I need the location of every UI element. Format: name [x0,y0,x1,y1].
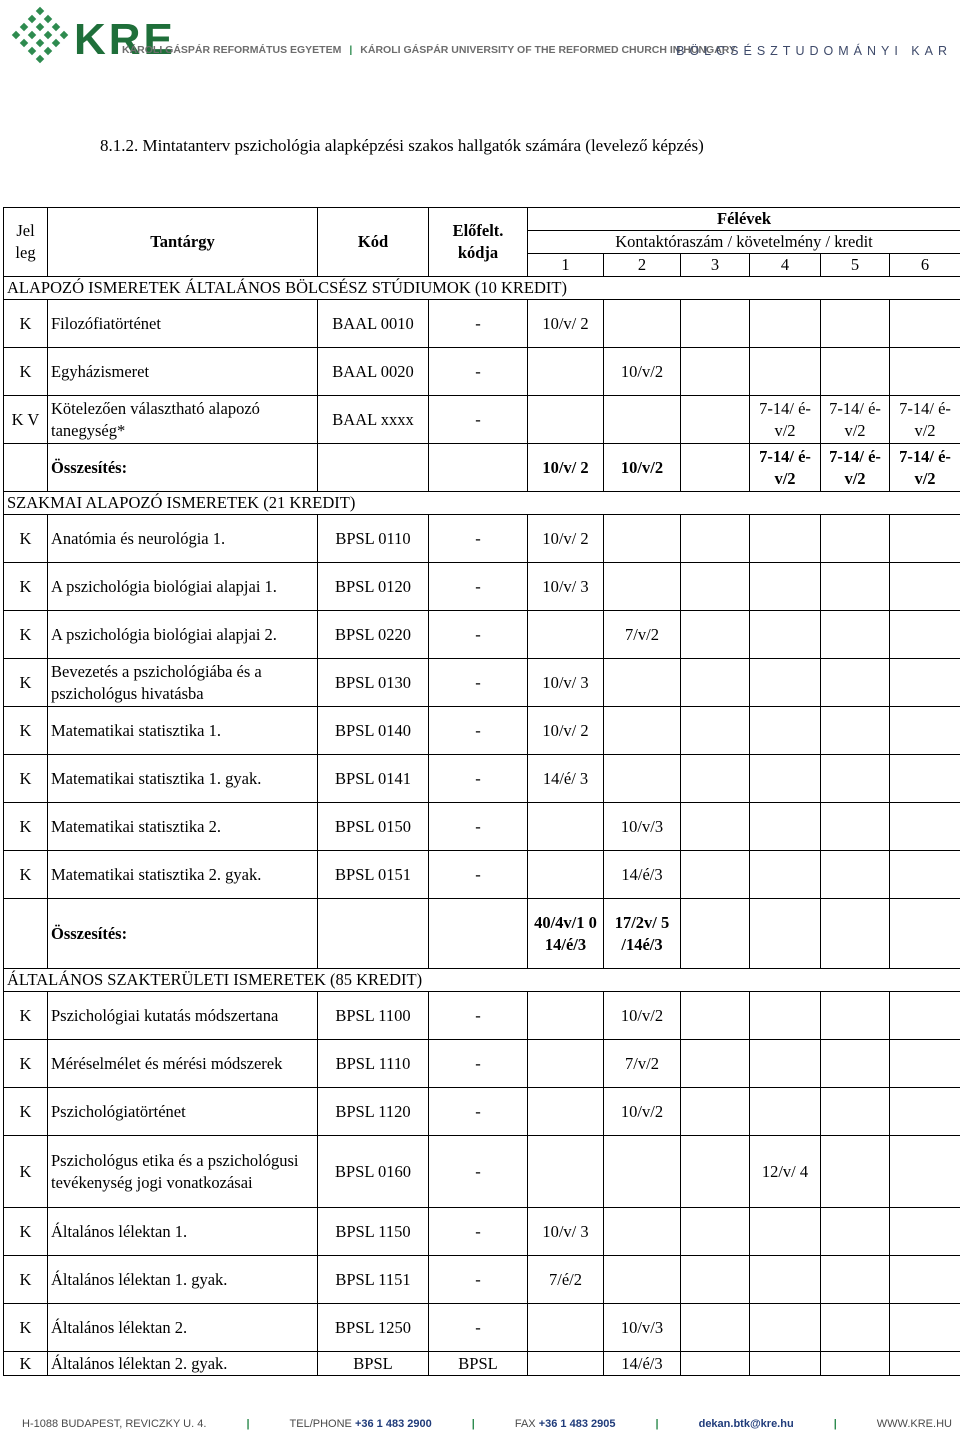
cell-kod: BAAL 0020 [318,348,429,396]
cell-jelleg: K [4,755,48,803]
cell-jelleg: K [4,1040,48,1088]
cell-semester-3 [681,1136,750,1208]
course-row [4,803,960,851]
cell-semester-4 [750,1088,821,1136]
cell-kod: BPSL [318,1352,429,1376]
cell-semester-5 [821,992,890,1040]
header-kod: Kód [318,208,429,277]
cell-semester-2 [604,1256,681,1304]
cell-semester-4 [750,803,821,851]
cell-semester-6 [890,348,960,396]
cell-semester-4 [750,659,821,707]
cell-semester-4 [750,899,821,969]
cell-tantargy: A pszichológia biológiai alapjai 1. [48,563,318,611]
cell-elofeltetel: - [429,300,528,348]
cell-elofeltetel: BPSL [429,1352,528,1376]
cell-semester-3 [681,1352,750,1376]
cell-semester-4 [750,1040,821,1088]
section-title: ÁLTALÁNOS SZAKTERÜLETI ISMERETEK (85 KREDIT) [4,969,960,992]
course-row [4,1304,960,1352]
header-tantargy: Tantárgy [48,208,318,277]
cell-semester-6 [890,755,960,803]
cell-jelleg: K [4,1088,48,1136]
cell-semester-2: 10/v/3 [604,803,681,851]
cell-elofeltetel: - [429,1088,528,1136]
cell-jelleg: K [4,851,48,899]
cell-semester-2 [604,659,681,707]
cell-semester-5 [821,1256,890,1304]
cell-semester-1 [528,1136,604,1208]
cell-elofeltetel: - [429,563,528,611]
header-semester-4: 4 [750,254,821,277]
cell-semester-4 [750,755,821,803]
cell-semester-4 [750,348,821,396]
cell-semester-3 [681,611,750,659]
cell-semester-6 [890,1088,960,1136]
cell-semester-3 [681,707,750,755]
course-row [4,851,960,899]
cell-semester-3 [681,659,750,707]
cell-kod: BAAL xxxx [318,396,429,444]
cell-semester-2: 7/v/2 [604,1040,681,1088]
cell-semester-3 [681,755,750,803]
cell-semester-2: 10/v/2 [604,992,681,1040]
cell-semester-6 [890,1352,960,1376]
cell-semester-3 [681,899,750,969]
cell-tantargy: Kötelezően választható alapozó tanegység* [48,396,318,444]
cell-semester-5 [821,1352,890,1376]
cell-semester-2: 10/v/2 [604,1088,681,1136]
cell-semester-3 [681,348,750,396]
cell-tantargy: Matematikai statisztika 1. gyak. [48,755,318,803]
course-row [4,300,960,348]
section-row [4,492,960,515]
cell-semester-3 [681,1040,750,1088]
cell-semester-2: 10/v/3 [604,1304,681,1352]
cell-elofeltetel: - [429,1208,528,1256]
cell-semester-2: 10/v/2 [604,348,681,396]
cell-semester-2 [604,1208,681,1256]
cell-elofeltetel: - [429,851,528,899]
cell-elofeltetel [429,444,528,492]
cell-tantargy: Anatómia és neurológia 1. [48,515,318,563]
header-semester-3: 3 [681,254,750,277]
cell-semester-4 [750,1208,821,1256]
header-semester-5: 5 [821,254,890,277]
cell-jelleg [4,444,48,492]
cell-tantargy: Méréselmélet és mérési módszerek [48,1040,318,1088]
cell-tantargy: A pszichológia biológiai alapjai 2. [48,611,318,659]
cell-elofeltetel: - [429,396,528,444]
course-row [4,992,960,1040]
cell-kod: BPSL 1120 [318,1088,429,1136]
cell-semester-5 [821,755,890,803]
course-row [4,611,960,659]
cell-semester-3 [681,515,750,563]
cell-jelleg: K [4,1304,48,1352]
cell-tantargy: Összesítés: [48,899,318,969]
cell-jelleg: K [4,515,48,563]
course-row [4,563,960,611]
cell-semester-1: 10/v/ 2 [528,707,604,755]
cell-semester-5 [821,1088,890,1136]
cell-semester-2: 17/2v/ 5 /14é/3 [604,899,681,969]
cell-semester-2 [604,396,681,444]
course-row [4,707,960,755]
cell-elofeltetel: - [429,707,528,755]
cell-kod: BPSL 0150 [318,803,429,851]
cell-semester-2: 7/v/2 [604,611,681,659]
cell-semester-2: 14/é/3 [604,1352,681,1376]
cell-semester-1 [528,803,604,851]
cell-semester-1 [528,1304,604,1352]
cell-tantargy: Matematikai statisztika 2. gyak. [48,851,318,899]
cell-semester-4 [750,1256,821,1304]
cell-semester-6 [890,1136,960,1208]
cell-semester-6 [890,803,960,851]
cell-kod: BPSL 1110 [318,1040,429,1088]
cell-semester-5: 7-14/ é-v/2 [821,396,890,444]
cell-semester-5 [821,803,890,851]
cell-kod: BPSL 0140 [318,707,429,755]
cell-semester-2 [604,563,681,611]
cell-jelleg: K [4,1208,48,1256]
cell-semester-3 [681,396,750,444]
cell-semester-1 [528,851,604,899]
cell-jelleg [4,899,48,969]
cell-semester-6: 7-14/ é-v/2 [890,396,960,444]
cell-semester-6 [890,300,960,348]
cell-kod [318,444,429,492]
cell-tantargy: Egyházismeret [48,348,318,396]
header-semester-6: 6 [890,254,960,277]
footer-website[interactable]: WWW.KRE.HU [876,1418,952,1430]
section-row [4,969,960,992]
cell-tantargy: Bevezetés a pszichológiába és a pszichológus hivatásba [48,659,318,707]
cell-jelleg: K [4,300,48,348]
cell-semester-3 [681,1088,750,1136]
cell-semester-2: 10/v/2 [604,444,681,492]
cell-semester-4 [750,851,821,899]
cell-semester-6 [890,1040,960,1088]
footer-phone: TEL/PHONE +36 1 483 2900 [289,1418,432,1430]
course-row [4,1088,960,1136]
cell-tantargy: Matematikai statisztika 1. [48,707,318,755]
header-kontakt: Kontaktóraszám / követelmény / kredit [528,231,960,254]
university-name-hu: KÁROLI GÁSPÁR REFORMÁTUS EGYETEM [122,44,342,56]
cell-elofeltetel: - [429,1304,528,1352]
cell-semester-4 [750,300,821,348]
cell-semester-5 [821,659,890,707]
cell-semester-5 [821,707,890,755]
cell-jelleg: K [4,348,48,396]
cell-semester-6 [890,515,960,563]
cell-jelleg: K [4,707,48,755]
cell-semester-6 [890,563,960,611]
cell-semester-4 [750,992,821,1040]
cell-semester-2 [604,515,681,563]
cell-semester-1: 10/v/ 3 [528,1208,604,1256]
cell-elofeltetel: - [429,659,528,707]
cell-semester-6 [890,1304,960,1352]
cell-elofeltetel: - [429,803,528,851]
header-felevek: Félévek [528,208,960,231]
course-row [4,1040,960,1088]
cell-elofeltetel: - [429,611,528,659]
cell-elofeltetel [429,899,528,969]
cell-semester-1 [528,396,604,444]
cell-semester-2 [604,755,681,803]
cell-jelleg: K [4,803,48,851]
cell-semester-1 [528,1352,604,1376]
cell-elofeltetel: - [429,1136,528,1208]
cell-semester-1 [528,611,604,659]
cell-jelleg: K [4,1256,48,1304]
cell-jelleg: K [4,611,48,659]
header-semester-1: 1 [528,254,604,277]
cell-jelleg: K [4,992,48,1040]
course-row [4,396,960,444]
cell-semester-4: 7-14/ é-v/2 [750,396,821,444]
cell-semester-1 [528,992,604,1040]
cell-semester-3 [681,1208,750,1256]
cell-semester-5 [821,1136,890,1208]
cell-elofeltetel: - [429,1040,528,1088]
header-semester-2: 2 [604,254,681,277]
section-title: ALAPOZÓ ISMERETEK ÁLTALÁNOS BÖLCSÉSZ STÚDIUMOK (10 KREDIT) [4,277,960,300]
course-row [4,1256,960,1304]
curriculum-table [3,207,960,1376]
cell-kod: BPSL 0120 [318,563,429,611]
header-elofelt: Előfelt. kódja [429,208,528,277]
cell-semester-6 [890,707,960,755]
cell-jelleg: K V [4,396,48,444]
cell-semester-4 [750,707,821,755]
cell-kod: BPSL 1250 [318,1304,429,1352]
cell-tantargy: Matematikai statisztika 2. [48,803,318,851]
cell-kod: BPSL 1150 [318,1208,429,1256]
cell-semester-6 [890,899,960,969]
cell-semester-3 [681,563,750,611]
cell-semester-1 [528,1040,604,1088]
cell-semester-6: 7-14/ é-v/2 [890,444,960,492]
cell-tantargy: Pszichológiatörténet [48,1088,318,1136]
cell-semester-6 [890,1208,960,1256]
cell-semester-5 [821,1304,890,1352]
cell-semester-4 [750,611,821,659]
cell-semester-3 [681,803,750,851]
university-name: KÁROLI GÁSPÁR REFORMÁTUS EGYETEM | KÁROLI GÁSPÁR UNIVERSITY OF THE REFORMED CHURCH IN HUNGARY [122,44,736,56]
cell-semester-2 [604,300,681,348]
cell-tantargy: Összesítés: [48,444,318,492]
cell-semester-2 [604,1136,681,1208]
footer-email[interactable]: dekan.btk@kre.hu [698,1418,794,1430]
cell-semester-5 [821,899,890,969]
cell-semester-5 [821,1040,890,1088]
cell-kod: BPSL 0141 [318,755,429,803]
cell-kod: BAAL 0010 [318,300,429,348]
cell-kod: BPSL 0160 [318,1136,429,1208]
cell-elofeltetel: - [429,348,528,396]
cell-semester-3 [681,444,750,492]
cell-semester-1: 40/4v/1 0 14/é/3 [528,899,604,969]
header-jel: Jel leg [4,208,48,277]
cell-semester-1: 10/v/ 2 [528,444,604,492]
cell-kod: BPSL 0220 [318,611,429,659]
cell-kod: BPSL 0151 [318,851,429,899]
cell-kod: BPSL 0130 [318,659,429,707]
cell-semester-6 [890,992,960,1040]
cell-kod: BPSL 1100 [318,992,429,1040]
cell-semester-1 [528,1088,604,1136]
cell-tantargy: Pszichológiai kutatás módszertana [48,992,318,1040]
cell-semester-3 [681,1304,750,1352]
cell-semester-6 [890,611,960,659]
summary-row [4,444,960,492]
course-row [4,515,960,563]
cell-semester-4 [750,1352,821,1376]
cell-semester-5 [821,300,890,348]
cell-semester-5 [821,851,890,899]
cell-semester-2 [604,707,681,755]
footer-address: H-1088 BUDAPEST, REVICZKY U. 4. [22,1418,207,1430]
cell-semester-1: 10/v/ 2 [528,515,604,563]
cell-jelleg: K [4,659,48,707]
cell-semester-1: 7/é/2 [528,1256,604,1304]
cell-semester-1: 10/v/ 3 [528,659,604,707]
kre-logo-icon [10,6,70,66]
cell-semester-1: 14/é/ 3 [528,755,604,803]
course-row [4,1208,960,1256]
cell-tantargy: Általános lélektan 2. gyak. [48,1352,318,1376]
cell-semester-2: 14/é/3 [604,851,681,899]
cell-tantargy: Általános lélektan 1. [48,1208,318,1256]
cell-kod: BPSL 1151 [318,1256,429,1304]
cell-semester-3 [681,1256,750,1304]
cell-semester-6 [890,659,960,707]
summary-row [4,899,960,969]
page-title: 8.1.2. Mintatanterv pszichológia alapképzési szakos hallgatók számára (levelező képzés) [100,136,704,155]
cell-semester-4: 12/v/ 4 [750,1136,821,1208]
page-footer: H-1088 BUDAPEST, REVICZKY U. 4. | TEL/PHONE +36 1 483 2900 | FAX +36 1 483 2905 | dekan.btk@kre.hu | WWW.KRE.HU [22,1418,952,1430]
cell-semester-4 [750,563,821,611]
footer-fax: FAX +36 1 483 2905 [514,1418,616,1430]
cell-tantargy: Általános lélektan 1. gyak. [48,1256,318,1304]
cell-semester-5 [821,348,890,396]
course-row [4,1352,960,1376]
university-name-en: KÁROLI GÁSPÁR UNIVERSITY OF THE REFORMED CHURCH IN HUNGARY [360,44,736,56]
cell-semester-1: 10/v/ 3 [528,563,604,611]
cell-semester-5: 7-14/ é-v/2 [821,444,890,492]
cell-kod: BPSL 0110 [318,515,429,563]
section-row [4,277,960,300]
faculty-name: BÖLCSÉSZTUDOMÁNYI KAR [676,44,952,58]
cell-elofeltetel: - [429,515,528,563]
course-row [4,755,960,803]
cell-semester-3 [681,300,750,348]
cell-semester-4 [750,515,821,563]
cell-semester-3 [681,851,750,899]
cell-tantargy: Pszichológus etika és a pszichológusi tevékenység jogi vonatkozásai [48,1136,318,1208]
cell-semester-5 [821,563,890,611]
cell-elofeltetel: - [429,1256,528,1304]
section-title: SZAKMAI ALAPOZÓ ISMERETEK (21 KREDIT) [4,492,960,515]
header-row [4,208,960,231]
course-row [4,348,960,396]
cell-tantargy: Általános lélektan 2. [48,1304,318,1352]
cell-jelleg: K [4,1136,48,1208]
cell-semester-6 [890,1256,960,1304]
cell-semester-5 [821,611,890,659]
cell-tantargy: Filozófiatörténet [48,300,318,348]
page-header [0,0,960,80]
logo-text: KRE [74,15,176,64]
cell-semester-4 [750,1304,821,1352]
cell-semester-6 [890,851,960,899]
course-row [4,1136,960,1208]
cell-semester-1: 10/v/ 2 [528,300,604,348]
course-row [4,659,960,707]
cell-elofeltetel: - [429,755,528,803]
cell-semester-1 [528,348,604,396]
cell-semester-5 [821,515,890,563]
cell-semester-3 [681,992,750,1040]
cell-kod [318,899,429,969]
cell-semester-5 [821,1208,890,1256]
cell-elofeltetel: - [429,992,528,1040]
cell-jelleg: K [4,563,48,611]
cell-semester-4: 7-14/ é-v/2 [750,444,821,492]
cell-jelleg: K [4,1352,48,1376]
